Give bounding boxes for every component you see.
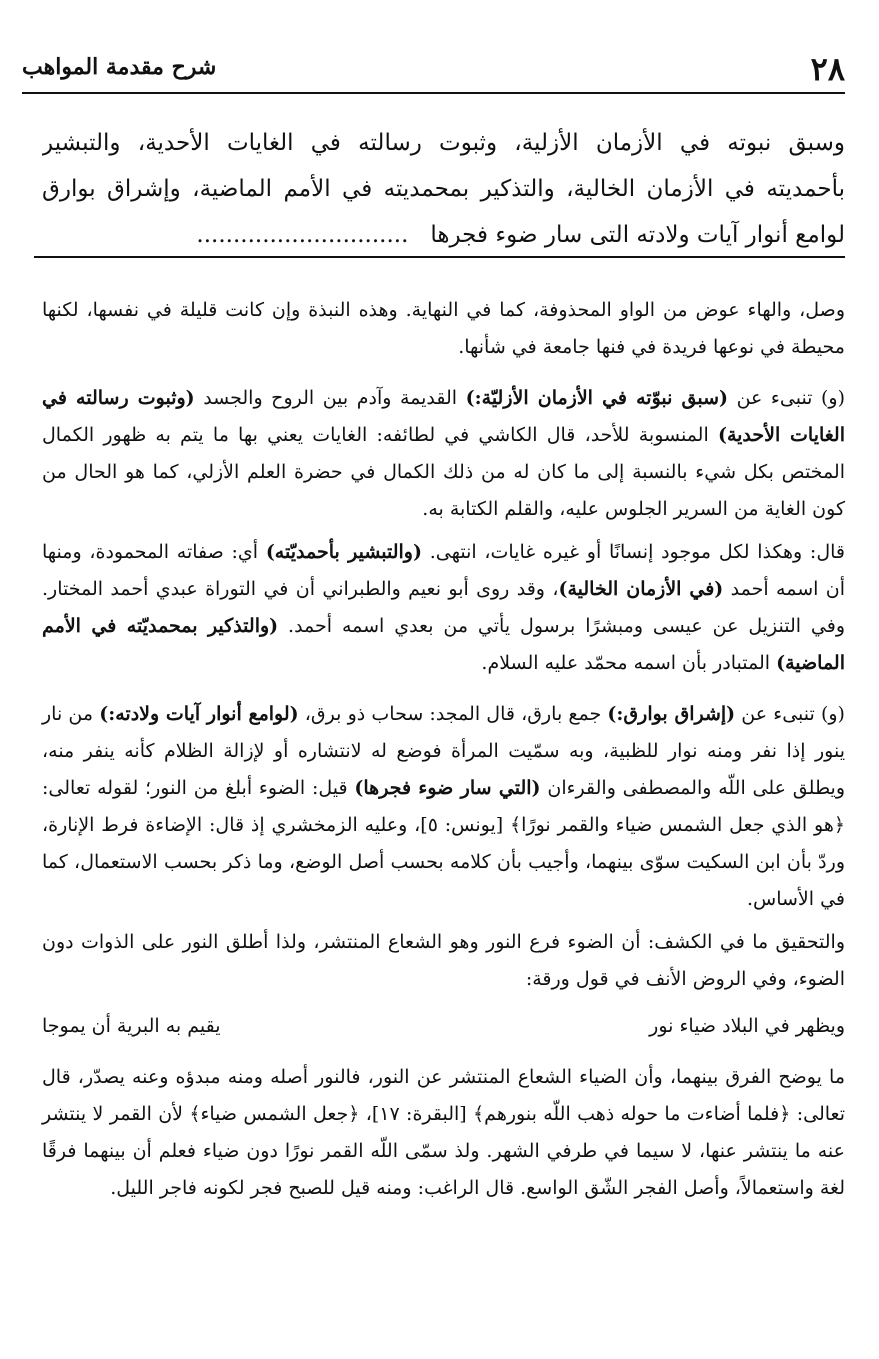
verse-hemistich-2: يقيم به البرية أن يموجا [42, 1015, 221, 1037]
p2-quote-2: (وثبوت رسالته في الغايات الأحدية) [42, 387, 845, 446]
page-number: ٢٨ [810, 50, 845, 88]
main-text-line-2: بأحمديته في الأزمان الخالية، والتذكير بمحمديته في الأمم الماضية، وإشراق بوارق [42, 176, 845, 202]
main-text-line-3-text: لوامع أنوار آيات ولادته التى سار ضوء فجرها [430, 222, 845, 248]
p3-text-c: أي: صفاته المحمودة، ومنها أن اسمه أحمد [42, 541, 846, 600]
p4-quote-2: (لوامع أنوار آيات ولادته:) [99, 703, 299, 725]
commentary-paragraph-3 [42, 534, 845, 682]
p3-quote-2: (في الأزمان الخالية) [558, 578, 724, 600]
p3-quote-3: (والتذكير بمحمديّته في الأمم الماضية) [42, 615, 845, 674]
p4-text-e: قيل: الضوء أبلغ من النور؛ لقوله تعالى: ﴿هو الذي جعل الشمس ضياء والقمر نورًا﴾ [يونس: ٥]، وعليه الزمخشري إذ قال: الإضاءة فرط الإنارة، وردّ بأن ابن السكيت سوّى بينهما، وأجيب بأن كلامه بحسب أصل الوضع، وما ذكر بحسب الاستعمال، كما في الأساس. [42, 777, 845, 910]
p2-text-d: المنسوبة للأحد، قال الكاشي في لطائفه: الغايات يعني بها ما يتم به ظهور الكمال المختص بكل شيء بالنسبة إلى ما كان له من ذلك الكمال في حضرة العلم الأزلي، كما هو الحال من كون الغاية من السرير الجلوس عليه، والقلم الكتابة به. [42, 424, 845, 520]
verse-hemistich-1: ويظهر في البلاد ضياء نور [649, 1015, 845, 1037]
commentary-block [42, 292, 845, 1221]
separator-rule [34, 256, 845, 258]
main-text-block [42, 120, 845, 258]
main-text-line-3 [42, 212, 845, 258]
poetry-verse [42, 1008, 845, 1045]
p3-text-d: ، وقد روى أبو نعيم والطبراني أن في التوراة عبدي أحمد المختار. وفي التنزيل عن عيسى ومبشرًا برسول يأتي من بعدي اسمه أحمد. [42, 578, 845, 637]
p4-text-d: من نار ينور إذا نفر ومنه نوار للظبية، وبه سمّيت المرأة فوضع له لانتشاره أو لإزالة الظلام كأنه ينفر منه، ويطلق على اللّه والمصطفى والقرءان [42, 703, 845, 799]
dotted-leader: ............................. [196, 222, 409, 248]
p3-text-a: قال: وهكذا لكل موجود إنسانًا أو غيره غايات، انتهى. [421, 541, 845, 563]
p2-text-c: القديمة وآدم بين الروح والجسد [194, 387, 466, 409]
p4-text-c: جمع بارق، قال المجد: سحاب ذو برق، [298, 703, 608, 725]
p3-text-e: المتبادر بأن اسمه محمّد عليه السلام. [481, 652, 777, 674]
p2-text-a: (و) تنبىء عن [728, 387, 846, 409]
p2-quote-1: (سبق نبوّته في الأزمان الأزليّة:) [465, 387, 729, 409]
commentary-paragraph-4 [42, 696, 845, 918]
page-header [22, 44, 845, 94]
commentary-paragraph-6: ما يوضح الفرق بينهما، وأن الضياء الشعاع المنتشر عن النور، فالنور أصله ومنه مبدؤه وعنه يصدّر، قال تعالى: ﴿فلما أضاءت ما حوله ذهب اللّه بنورهم﴾ [البقرة: ١٧]، ﴿جعل الشمس ضياء﴾ لأن القمر لا ينتشر عنه ما ينتشر عنها، لا سيما في طرفي الشهر. ولذ سمّى اللّه القمر نورًا دون ضياء فعلم أن بينهما فرقًا لغة واستعمالاً، وأصل الفجر الشّق الواسع. قال الراغب: ومنه قيل للصبح فجر لكونه فاجر الليل. [42, 1066, 845, 1199]
p4-quote-1: (إشراق بوارق:) [607, 703, 736, 725]
p4-text-a: (و) تنبىء عن [735, 703, 845, 725]
commentary-paragraph-1: وصل، والهاء عوض من الواو المحذوفة، كما في النهاية. وهذه النبذة وإن كانت قليلة في نفسها، لكنها محيطة في نوعها فريدة في فنها جامعة في شأنها. [42, 299, 845, 358]
p4-quote-3: (التي سار ضوء فجرها) [354, 777, 541, 799]
commentary-paragraph-5: والتحقيق ما في الكشف: أن الضوء فرع النور وهو الشعاع المنتشر، ولذا أطلق النور على الذوات دون الضوء، وفي الروض الأنف في قول ورقة: [42, 931, 845, 990]
main-text-line-1: وسبق نبوته في الأزمان الأزلية، وثبوت رسالته في الغايات الأحدية، والتبشير [42, 130, 845, 156]
running-title: شرح مقدمة المواهب [22, 54, 217, 80]
commentary-paragraph-2 [42, 380, 845, 528]
p3-quote-1: (والتبشير بأحمديّته) [265, 541, 422, 563]
